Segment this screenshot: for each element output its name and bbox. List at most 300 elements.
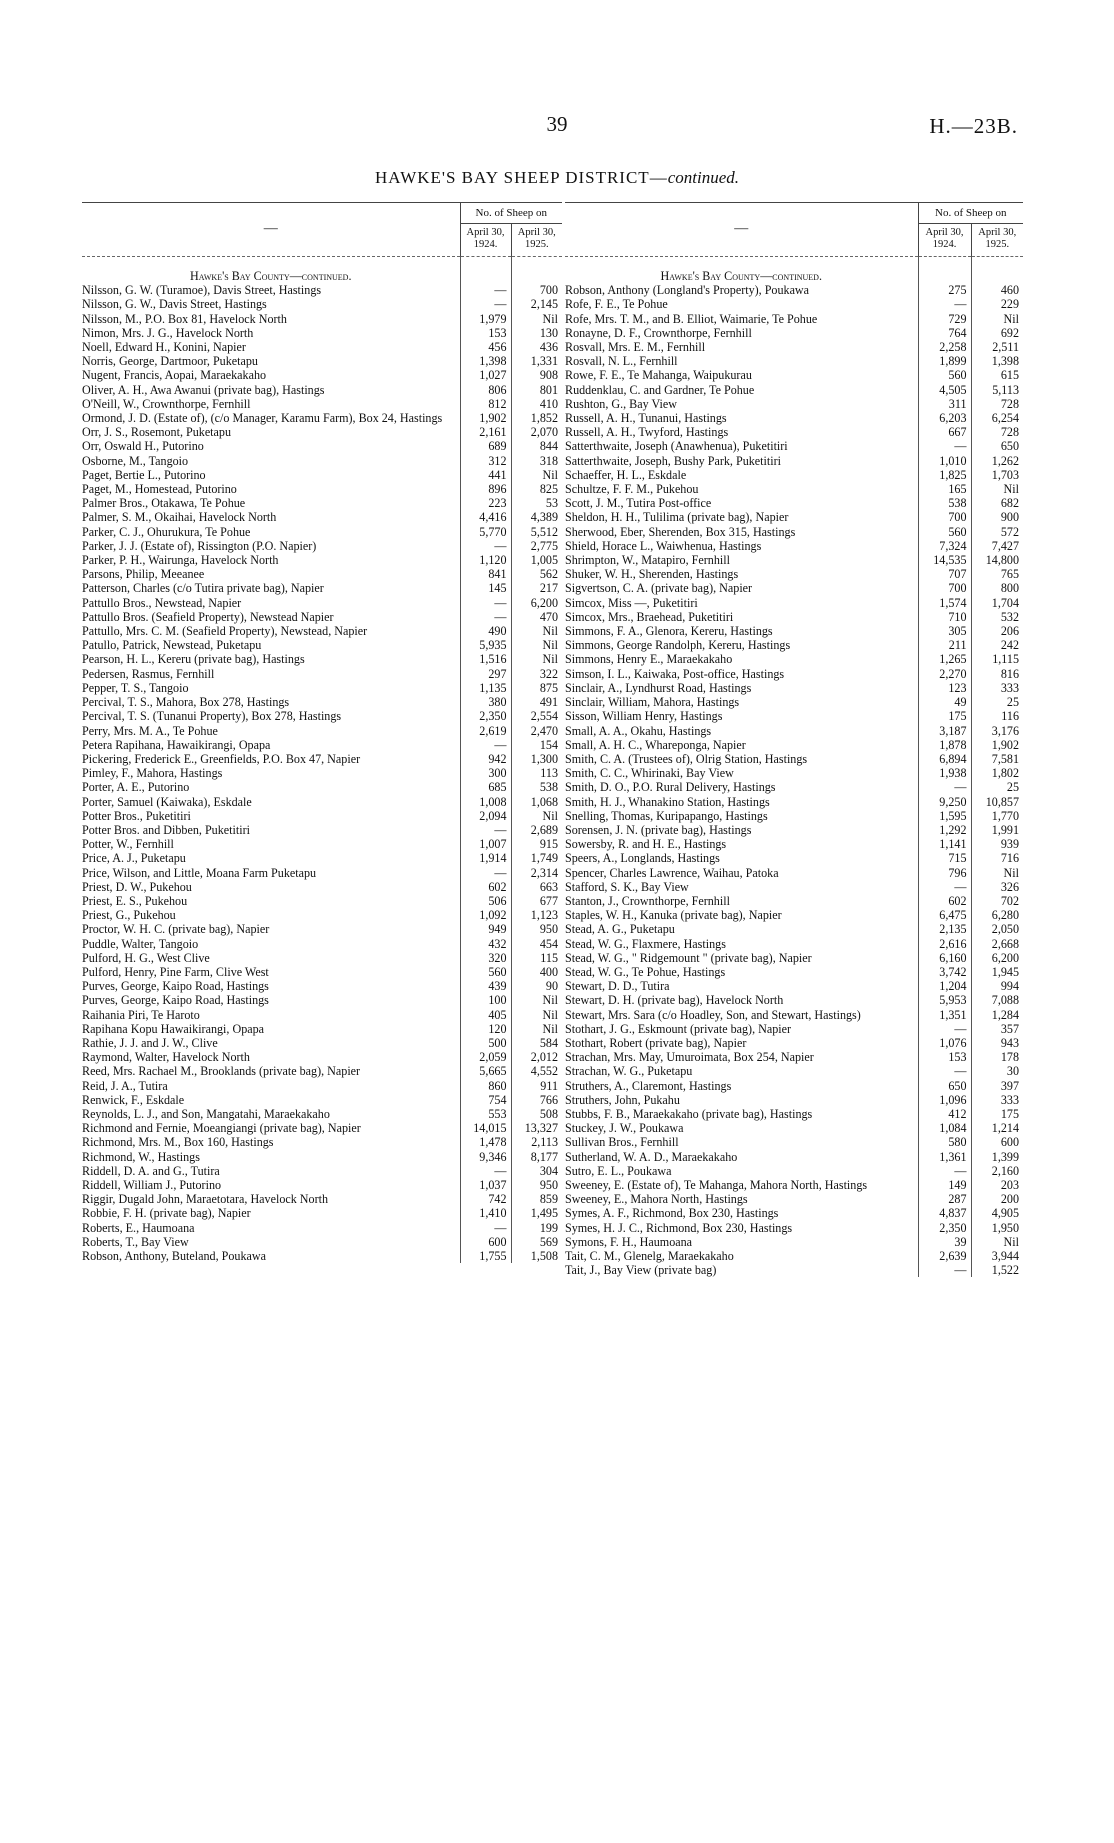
table-row	[82, 1221, 562, 1235]
table-row	[82, 1107, 562, 1121]
sheep-1925: 1,852	[511, 411, 562, 425]
sheep-1924: 223	[460, 496, 511, 510]
sheep-1924: 305	[918, 624, 971, 638]
sheep-1925: 10,857	[971, 795, 1023, 809]
table-row	[82, 596, 562, 610]
table-row	[565, 354, 1023, 368]
sheep-1924: 1,076	[918, 1036, 971, 1050]
table-row	[565, 468, 1023, 482]
sheep-1925: Nil	[511, 312, 562, 326]
sheep-1925: 1,991	[971, 823, 1023, 837]
sheep-1924: —	[460, 738, 511, 752]
sheep-1925: 4,905	[971, 1206, 1023, 1220]
sheep-1925: 113	[511, 766, 562, 780]
table-row	[82, 397, 562, 411]
sheep-1924: 297	[460, 667, 511, 681]
owner-name: Nilsson, G. W. (Turamoe), Davis Street, Hastings	[82, 283, 322, 298]
sheep-1925: 7,581	[971, 752, 1023, 766]
table-row	[565, 1192, 1023, 1206]
table-row	[82, 553, 562, 567]
table-row	[82, 652, 562, 666]
table-row	[565, 1206, 1023, 1220]
table-row	[565, 425, 1023, 439]
sheep-1924: 275	[918, 283, 971, 297]
sheep-1924: 1,007	[460, 837, 511, 851]
table-row	[82, 709, 562, 723]
table-row	[565, 1164, 1023, 1178]
sheep-1924: 1,141	[918, 837, 971, 851]
table-row	[565, 652, 1023, 666]
sheep-1925: 532	[971, 610, 1023, 624]
sheep-1924: 2,616	[918, 937, 971, 951]
owner-name: Spencer, Charles Lawrence, Waihau, Patoka	[565, 865, 779, 880]
table-row	[565, 596, 1023, 610]
sheep-1924: —	[460, 1164, 511, 1178]
table-row	[565, 496, 1023, 510]
sheep-1924: 49	[918, 695, 971, 709]
owner-name: Parker, J. J. (Estate of), Rissington (P.O. Napier)	[82, 538, 317, 553]
owner-name: Orr, J. S., Rosemont, Puketapu	[82, 425, 232, 440]
table-row	[565, 823, 1023, 837]
owner-name: Rathie, J. J. and J. W., Clive	[82, 1035, 218, 1050]
table-row	[82, 1235, 562, 1249]
sheep-1924: 5,935	[460, 638, 511, 652]
owner-name: Smith, D. O., P.O. Rural Delivery, Hastings	[565, 780, 776, 795]
table-row	[565, 340, 1023, 354]
sheep-1924: —	[460, 297, 511, 311]
sheep-1925: 2,314	[511, 866, 562, 880]
owner-name: Puddle, Walter, Tangoio	[82, 936, 199, 951]
table-row	[82, 1093, 562, 1107]
sheep-1925: 663	[511, 880, 562, 894]
sheep-1924: 145	[460, 581, 511, 595]
owner-name: Priest, G., Pukehou	[82, 908, 176, 923]
owner-name: Pickering, Frederick E., Greenfields, P.O. Box 47, Napier	[82, 751, 361, 766]
left-header-dash: —	[82, 203, 460, 257]
owner-name: Stead, A. G., Puketapu	[565, 922, 675, 937]
owner-name: Paget, M., Homestead, Putorino	[82, 482, 237, 497]
table-row	[565, 795, 1023, 809]
sheep-1925: Nil	[511, 624, 562, 638]
table-row	[565, 695, 1023, 709]
sheep-1925: 825	[511, 482, 562, 496]
table-row	[565, 553, 1023, 567]
table-row	[82, 1164, 562, 1178]
table-row	[82, 695, 562, 709]
sheep-1924: 1,825	[918, 468, 971, 482]
table-row	[565, 937, 1023, 951]
sheep-1925: 682	[971, 496, 1023, 510]
table-row	[565, 525, 1023, 539]
sheep-1924: 165	[918, 482, 971, 496]
sheep-1924: —	[460, 866, 511, 880]
table-row	[82, 283, 562, 297]
owner-name: Nilsson, M., P.O. Box 81, Havelock North	[82, 311, 287, 326]
left-header-1924: April 30, 1924.	[460, 224, 511, 257]
table-row	[565, 1008, 1023, 1022]
table-row	[82, 1178, 562, 1192]
table-row	[82, 795, 562, 809]
sheep-1924: 6,475	[918, 908, 971, 922]
sheep-1925: 304	[511, 1164, 562, 1178]
sheep-1924: 1,096	[918, 1093, 971, 1107]
sheep-1925: Nil	[511, 652, 562, 666]
right-column	[565, 202, 1023, 1277]
owner-name: Simcox, Miss —, Puketitiri	[565, 595, 698, 610]
owner-name: Sherwood, Eber, Sherenden, Box 315, Hastings	[565, 524, 796, 539]
sheep-1925: 1,331	[511, 354, 562, 368]
owner-name: Sweeney, E. (Estate of), Te Mahanga, Mahora North, Hastings	[565, 1178, 868, 1192]
owner-name: Schaeffer, H. L., Eskdale	[565, 467, 687, 482]
sheep-1925: 562	[511, 567, 562, 581]
owner-name: Sorensen, J. N. (private bag), Hastings	[565, 822, 752, 837]
sheep-1925: 217	[511, 581, 562, 595]
sheep-1925: 1,508	[511, 1249, 562, 1263]
table-row	[565, 1135, 1023, 1149]
owner-name: Pulford, Henry, Pine Farm, Clive West	[82, 964, 269, 979]
owner-name: Rowe, F. E., Te Mahanga, Waipukurau	[565, 368, 752, 383]
left-header-sheep-on: No. of Sheep on	[460, 203, 562, 224]
owner-name: O'Neill, W., Crownthorpe, Fernhill	[82, 396, 251, 411]
owner-name: Oliver, A. H., Awa Awanui (private bag), Hastings	[82, 382, 325, 397]
sheep-1925: 7,088	[971, 993, 1023, 1007]
sheep-1924: 1,938	[918, 766, 971, 780]
owner-name: Stanton, J., Crownthorpe, Fernhill	[565, 893, 730, 908]
owner-name: Nilsson, G. W., Davis Street, Hastings	[82, 297, 267, 312]
sheep-1924: 6,160	[918, 951, 971, 965]
sheep-1924: 3,742	[918, 965, 971, 979]
table-row	[565, 851, 1023, 865]
owner-name: Stothart, Robert (private bag), Napier	[565, 1035, 747, 1050]
table-row	[82, 1022, 562, 1036]
sheep-1924: 439	[460, 979, 511, 993]
sheep-1924: 1,351	[918, 1008, 971, 1022]
table-row	[82, 411, 562, 425]
sheep-1925: 454	[511, 937, 562, 951]
sheep-1925: 2,012	[511, 1050, 562, 1064]
table-row	[565, 766, 1023, 780]
owner-name: Reynolds, L. J., and Son, Mangatahi, Maraekakaho	[82, 1106, 330, 1121]
title-suffix: continued.	[667, 168, 739, 187]
owner-name: Pulford, H. G., West Clive	[82, 950, 210, 965]
owner-name: Petera Rapihana, Hawaikirangi, Opapa	[82, 737, 271, 752]
table-row	[82, 297, 562, 311]
sheep-1925: 2,145	[511, 297, 562, 311]
owner-name: Richmond and Fernie, Moeangiangi (private bag), Napier	[82, 1121, 361, 1136]
sheep-1925: 25	[971, 695, 1023, 709]
owner-name: Sisson, William Henry, Hastings	[565, 709, 723, 724]
sheep-1924: 1,037	[460, 1178, 511, 1192]
table-row	[565, 1221, 1023, 1235]
table-row	[82, 1121, 562, 1135]
sheep-1925: 702	[971, 894, 1023, 908]
sheep-1925: Nil	[511, 468, 562, 482]
owner-name: Simcox, Mrs., Braehead, Puketitiri	[565, 609, 734, 624]
table-row	[565, 667, 1023, 681]
table-row	[82, 724, 562, 738]
sheep-1925: 199	[511, 1221, 562, 1235]
sheep-1925: 2,070	[511, 425, 562, 439]
owner-name: Purves, George, Kaipo Road, Hastings	[82, 979, 269, 994]
owner-name: Perry, Mrs. M. A., Te Pohue	[82, 723, 218, 738]
table-row	[565, 454, 1023, 468]
owner-name: Struthers, John, Pukahu	[565, 1092, 680, 1107]
sheep-1924: 5,665	[460, 1064, 511, 1078]
sheep-1924: 320	[460, 951, 511, 965]
table-row	[82, 383, 562, 397]
table-row	[82, 780, 562, 794]
sheep-1924: 405	[460, 1008, 511, 1022]
sheep-1925: 600	[971, 1135, 1023, 1149]
owner-name: Pattullo Bros. (Seafield Property), Newstead Napier	[82, 609, 334, 624]
table-row	[565, 368, 1023, 382]
sheep-1925: 470	[511, 610, 562, 624]
sheep-1924: 100	[460, 993, 511, 1007]
table-row	[82, 539, 562, 553]
owner-name: Stubbs, F. B., Maraekakaho (private bag), Hastings	[565, 1106, 813, 1121]
owner-name: Roberts, T., Bay View	[82, 1234, 189, 1249]
sheep-1925: 116	[971, 709, 1023, 723]
table-row	[565, 482, 1023, 496]
table-row	[82, 1036, 562, 1050]
sheep-1925: 5,113	[971, 383, 1023, 397]
owner-name: Pimley, F., Mahora, Hastings	[82, 766, 223, 781]
sheep-1924: —	[460, 596, 511, 610]
owner-name: Rosvall, N. L., Fernhill	[565, 354, 678, 369]
sheep-1924: 949	[460, 922, 511, 936]
table-row	[82, 908, 562, 922]
table-row	[82, 681, 562, 695]
sheep-1924: 2,258	[918, 340, 971, 354]
table-row	[565, 567, 1023, 581]
owner-name: Parker, C. J., Ohurukura, Te Pohue	[82, 524, 251, 539]
sheep-1924: 860	[460, 1079, 511, 1093]
owner-name: Riggir, Dugald John, Maraetotara, Havelock North	[82, 1192, 329, 1207]
sheep-1925: 6,200	[511, 596, 562, 610]
table-row	[82, 738, 562, 752]
table-row	[565, 752, 1023, 766]
sheep-1925: 939	[971, 837, 1023, 851]
owner-name: Richmond, W., Hastings	[82, 1149, 200, 1164]
owner-name: Parsons, Philip, Meeanee	[82, 567, 205, 582]
sheep-1925: 765	[971, 567, 1023, 581]
sheep-1924: 602	[460, 880, 511, 894]
owner-name: Sutro, E. L., Poukawa	[565, 1163, 672, 1178]
owner-name: Priest, D. W., Pukehou	[82, 879, 192, 894]
table-row	[82, 312, 562, 326]
sheep-1925: Nil	[971, 482, 1023, 496]
sheep-1925: 1,704	[971, 596, 1023, 610]
owner-name: Proctor, W. H. C. (private bag), Napier	[82, 922, 270, 937]
table-row	[82, 880, 562, 894]
sheep-1925: Nil	[511, 993, 562, 1007]
sheep-1925: 766	[511, 1093, 562, 1107]
table-row	[565, 581, 1023, 595]
table-row	[565, 894, 1023, 908]
sheep-1924: 942	[460, 752, 511, 766]
left-header-1925: April 30, 1925.	[511, 224, 562, 257]
owner-name: Robson, Anthony, Buteland, Poukawa	[82, 1249, 266, 1264]
sheep-1924: 1,120	[460, 553, 511, 567]
table-row	[565, 993, 1023, 1007]
sheep-1925: 206	[971, 624, 1023, 638]
owner-name: Price, A. J., Puketapu	[82, 851, 186, 866]
right-header-1925: April 30, 1925.	[971, 224, 1023, 257]
sheep-1925: 615	[971, 368, 1023, 382]
sheep-1924: 1,595	[918, 809, 971, 823]
sheep-1924: 2,135	[918, 922, 971, 936]
sheep-1924: 2,639	[918, 1249, 971, 1263]
sheep-1924: 1,902	[460, 411, 511, 425]
owner-name: Satterthwaite, Joseph (Anawhenua), Puketitiri	[565, 439, 788, 454]
sheep-1925: 816	[971, 667, 1023, 681]
sheep-1925: 677	[511, 894, 562, 908]
owner-name: Strachan, Mrs. May, Umuroimata, Box 254, Napier	[565, 1050, 814, 1065]
owner-name: Shuker, W. H., Sherenden, Hastings	[565, 567, 739, 582]
sheep-1925: 229	[971, 297, 1023, 311]
sheep-1924: 1,914	[460, 851, 511, 865]
owner-name: Simson, I. L., Kaiwaka, Post-office, Hastings	[565, 666, 785, 681]
sheep-1924: 560	[460, 965, 511, 979]
sheep-1925: 1,703	[971, 468, 1023, 482]
owner-name: Stewart, D. H. (private bag), Havelock North	[565, 993, 784, 1008]
table-row	[82, 482, 562, 496]
table-row	[82, 937, 562, 951]
table-row	[565, 922, 1023, 936]
sheep-1924: 1,878	[918, 738, 971, 752]
owner-name: Schultze, F. F. M., Pukehou	[565, 482, 699, 497]
table-row	[82, 766, 562, 780]
owner-name: Tait, C. M., Glenelg, Maraekakaho	[565, 1249, 734, 1264]
sheep-1925: 460	[971, 283, 1023, 297]
owner-name: Rofe, Mrs. T. M., and B. Elliot, Waimarie, Te Pohue	[565, 311, 818, 326]
sheep-1925: 700	[511, 283, 562, 297]
owner-name: Riddell, D. A. and G., Tutira	[82, 1163, 220, 1178]
table-row	[82, 439, 562, 453]
table-row	[82, 866, 562, 880]
owner-name: Sowersby, R. and H. E., Hastings	[565, 837, 727, 852]
table-row	[565, 1022, 1023, 1036]
sheep-1925: 318	[511, 454, 562, 468]
sheep-1924: 5,953	[918, 993, 971, 1007]
table-row	[565, 965, 1023, 979]
sheep-1925: 2,113	[511, 1135, 562, 1149]
owner-name: Symes, H. J. C., Richmond, Box 230, Hastings	[565, 1220, 793, 1235]
sheep-1924: 700	[918, 510, 971, 524]
sheep-1924: 311	[918, 397, 971, 411]
table-row	[565, 1235, 1023, 1249]
table-row	[565, 724, 1023, 738]
sheep-1925: 801	[511, 383, 562, 397]
table-row	[82, 354, 562, 368]
sheep-1924: 700	[918, 581, 971, 595]
sheep-1925: 30	[971, 1064, 1023, 1078]
owner-name: Symes, A. F., Richmond, Box 230, Hastings	[565, 1206, 779, 1221]
sheep-1924: 1,292	[918, 823, 971, 837]
table-row	[565, 866, 1023, 880]
sheep-1925: 175	[971, 1107, 1023, 1121]
sheep-1925: 728	[971, 397, 1023, 411]
owner-name: Price, Wilson, and Little, Moana Farm Puketapu	[82, 865, 317, 880]
sheep-1924: —	[918, 780, 971, 794]
sheep-1925: 6,200	[971, 951, 1023, 965]
sheep-1924: 1,361	[918, 1150, 971, 1164]
table-row	[82, 922, 562, 936]
table-row	[82, 425, 562, 439]
table-row	[82, 567, 562, 581]
sheep-1924: 7,324	[918, 539, 971, 553]
table-row	[565, 1121, 1023, 1135]
table-row	[82, 340, 562, 354]
sheep-1924: 153	[918, 1050, 971, 1064]
sheep-1924: 2,270	[918, 667, 971, 681]
table-row	[565, 1079, 1023, 1093]
sheep-1924: 1,478	[460, 1135, 511, 1149]
sheep-1924: —	[918, 297, 971, 311]
owner-name: Reid, J. A., Tutira	[82, 1078, 168, 1093]
sheep-1925: 584	[511, 1036, 562, 1050]
sheep-1925: 1,005	[511, 553, 562, 567]
sheep-1925: 2,511	[971, 340, 1023, 354]
right-header-dash: —	[565, 203, 918, 257]
sheep-1925: 3,176	[971, 724, 1023, 738]
owner-name: Potter Bros., Puketitiri	[82, 808, 191, 823]
sheep-1925: 200	[971, 1192, 1023, 1206]
table-row	[82, 823, 562, 837]
owner-name: Parker, P. H., Wairunga, Havelock North	[82, 553, 279, 568]
sheep-1924: 806	[460, 383, 511, 397]
sheep-1925: 900	[971, 510, 1023, 524]
table-row	[82, 624, 562, 638]
sheep-1925: 242	[971, 638, 1023, 652]
sheep-1925: 4,389	[511, 510, 562, 524]
owner-name: Patterson, Charles (c/o Tutira private bag), Napier	[82, 581, 324, 596]
sheep-1925: 859	[511, 1192, 562, 1206]
table-row	[565, 1050, 1023, 1064]
sheep-1924: —	[918, 1164, 971, 1178]
table-row	[565, 397, 1023, 411]
owner-name: Sigvertson, C. A. (private bag), Napier	[565, 581, 753, 596]
sheep-1924: —	[460, 823, 511, 837]
sheep-1925: 326	[971, 880, 1023, 894]
sheep-1925: 178	[971, 1050, 1023, 1064]
owner-name: Stead, W. G., " Ridgemount " (private bag), Napier	[565, 950, 812, 965]
sheep-1925: 1,802	[971, 766, 1023, 780]
owner-name: Ruddenklau, C. and Gardner, Te Pohue	[565, 382, 755, 397]
sheep-1925: 1,214	[971, 1121, 1023, 1135]
sheep-1924: 754	[460, 1093, 511, 1107]
sheep-1924: 1,265	[918, 652, 971, 666]
table-row	[82, 454, 562, 468]
sheep-1924: 500	[460, 1036, 511, 1050]
sheep-1925: Nil	[511, 1008, 562, 1022]
owner-name: Stewart, D. D., Tutira	[565, 979, 670, 994]
owner-name: Simmons, George Randolph, Kereru, Hastings	[565, 638, 791, 653]
sheep-1925: 1,950	[971, 1221, 1023, 1235]
sheep-1925: 950	[511, 922, 562, 936]
owner-name: Russell, A. H., Twyford, Hastings	[565, 425, 729, 440]
table-row	[565, 439, 1023, 453]
sheep-1924: 1,899	[918, 354, 971, 368]
table-row	[82, 1064, 562, 1078]
owner-name: Noell, Edward H., Konini, Napier	[82, 340, 246, 355]
table-row	[565, 312, 1023, 326]
sheep-1924: —	[918, 1064, 971, 1078]
sheep-1925: 2,470	[511, 724, 562, 738]
sheep-1924: —	[460, 1221, 511, 1235]
right-table-body	[565, 257, 1023, 1278]
owner-name: Rushton, G., Bay View	[565, 396, 677, 411]
